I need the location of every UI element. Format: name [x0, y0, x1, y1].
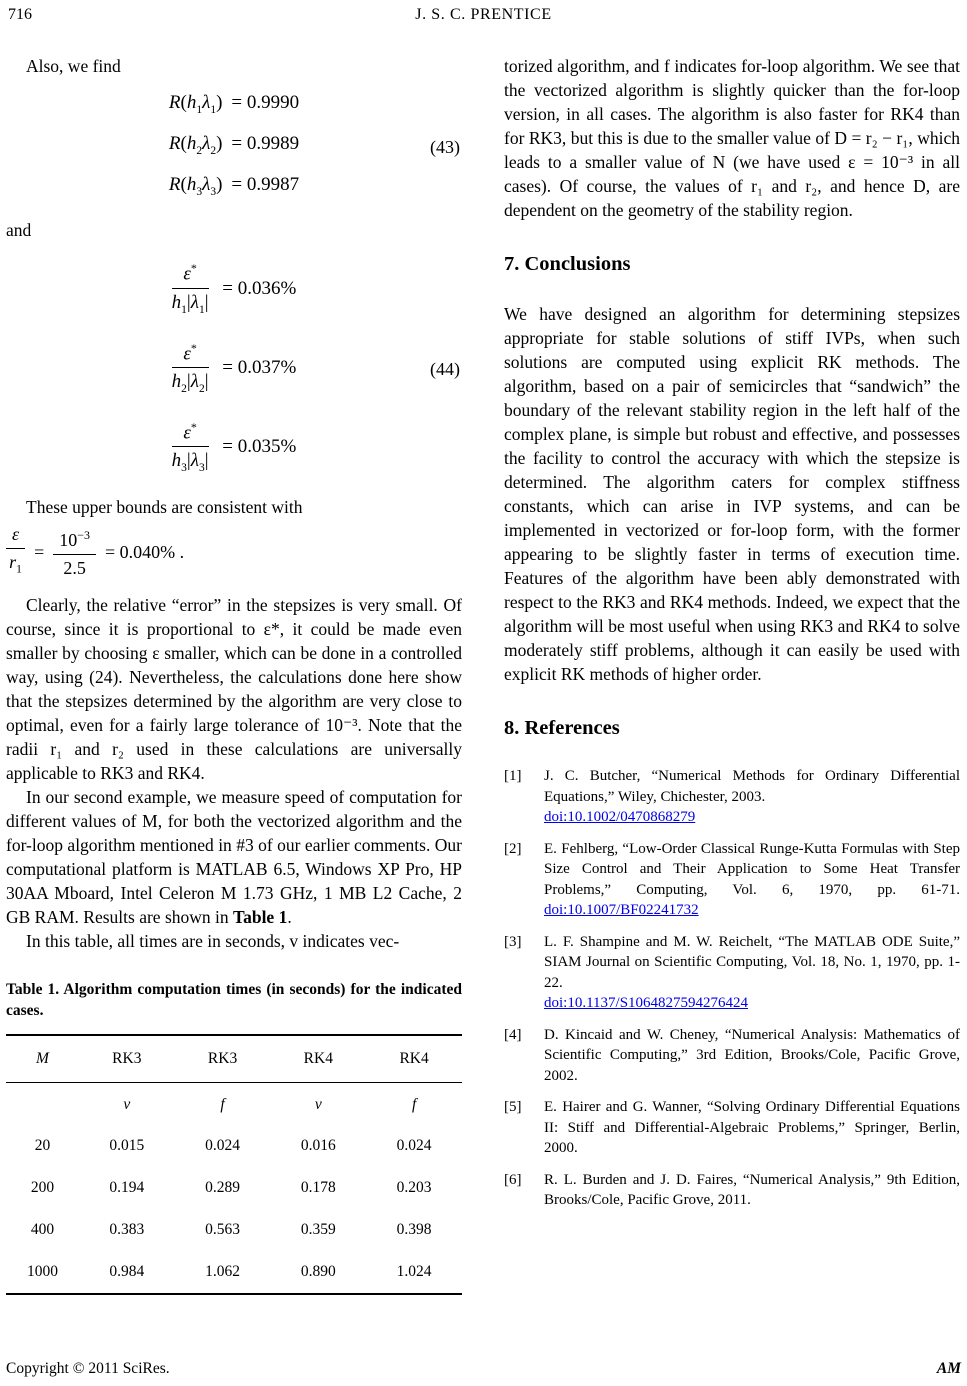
reference-label: [4] — [504, 1026, 522, 1043]
paragraph: In this table, all times are in seconds, v indicates vec- — [26, 931, 400, 952]
paren: ) — [216, 132, 223, 154]
column-header: RK4 — [366, 1035, 462, 1083]
math-var: ε — [183, 421, 191, 443]
table-cell: 0.984 — [109, 1263, 145, 1281]
doi-link[interactable]: doi:10.1137/S1064827594276424 — [544, 995, 749, 1011]
reference-item — [504, 766, 960, 828]
table-cell: 1.024 — [396, 1263, 432, 1281]
equation-row — [6, 127, 462, 168]
reference-citation: E. Hairer and G. Wanner, “Solving Ordinary Differential Equations II: Stiff and Differential-Algebraic Problems,” Springer, Berlin, 2000. — [544, 1099, 960, 1156]
abs-bar: | — [186, 449, 191, 471]
abs-bar: | — [204, 370, 209, 392]
equation-row — [6, 86, 462, 127]
column-header: RK3 — [79, 1035, 175, 1083]
reference-text — [544, 1170, 960, 1211]
math-sub: 2 — [198, 382, 205, 395]
math-var: λ — [190, 370, 199, 392]
reference-citation: D. Kincaid and W. Cheney, “Numerical Analysis: Mathematics of Scientific Computing,” 3rd Edition, Brooks/Cole, Pacific Grove, 2002. — [544, 1026, 960, 1084]
reference-citation: L. F. Shampine and M. W. Reichelt, “The MATLAB ODE Suite,” SIAM Journal on Scientific Computing, Vol. 18, No. 1, 1970, pp. 1-22. — [544, 933, 960, 991]
equation-44 — [6, 257, 462, 479]
table-cell: 1.062 — [205, 1263, 241, 1281]
math-sub: 1 — [196, 103, 203, 116]
fraction — [172, 257, 209, 321]
column-header: M — [6, 1035, 79, 1083]
column-header: RK4 — [270, 1035, 366, 1083]
table-cell: 0.194 — [109, 1179, 145, 1197]
table-cell: 0.383 — [109, 1221, 145, 1239]
paragraph: These upper bounds are consistent with — [26, 496, 303, 517]
math-var: r — [9, 551, 17, 572]
math-var: h — [171, 449, 182, 471]
math-sub: 2 — [181, 382, 187, 395]
equation-row — [6, 168, 462, 209]
paragraph: Clearly, the relative “error” in the stepsizes is very small. Of course, since it is proportional to ε*, it could be made even smaller by choosing ε smaller, which can be done in a controlled way, using (24). Nevertheless, the calculations done here show that the stepsizes determined by the algorithm are very close to optimal, even for a fairly large tolerance of 10⁻³. Note that the radii r₁ and r₂ used in these calculations are universally applicable to RK3 and RK4. — [6, 595, 462, 784]
column-subheader: v — [123, 1096, 131, 1114]
table-header-row — [6, 1035, 462, 1083]
reference-citation: R. L. Burden and J. D. Faires, “Numerical Analysis,” 9th Edition, Brooks/Cole, Pacific Grove, 2011. — [544, 1171, 960, 1208]
right-column — [504, 54, 960, 1295]
math-var: h — [171, 291, 182, 313]
table-cell: 0.015 — [109, 1137, 145, 1155]
table-row — [6, 1167, 462, 1209]
paragraph — [6, 785, 462, 929]
equation-value: = 0.036% — [222, 277, 297, 299]
table-reference: Table 1 — [233, 907, 288, 928]
math-var: h — [186, 173, 197, 195]
abs-bar: | — [204, 291, 209, 313]
column-subheader — [6, 1083, 79, 1126]
paren: ) — [216, 92, 223, 113]
math-sup: * — [190, 340, 197, 355]
math-sub: 2 — [210, 144, 217, 157]
section-heading-conclusions: 7. Conclusions — [504, 253, 631, 275]
reference-citation: E. Fehlberg, “Low-Order Classical Runge-Kutta Formulas with Step Size Control and Their Application to Some Heat Transfer Problems,” Computing, Vol. 6, 1970, pp. 61-71. — [544, 840, 960, 898]
math-func: R — [168, 173, 181, 195]
table-cell: 1000 — [26, 1263, 58, 1281]
two-column-body — [6, 54, 961, 1295]
equation-43 — [6, 86, 462, 208]
reference-text — [544, 766, 960, 828]
equals-sign: = — [34, 542, 45, 563]
paren: ( — [180, 173, 187, 195]
reference-item — [504, 1025, 960, 1087]
equation-value: = 0.037% — [222, 356, 297, 378]
reference-citation: J. C. Butcher, “Numerical Methods for Ordinary Differential Equations,” Wiley, Chichester, 2003. — [544, 768, 960, 805]
table-cell: 0.359 — [300, 1221, 336, 1239]
table-cell: 400 — [30, 1221, 55, 1239]
table-row — [6, 1125, 462, 1167]
reference-text — [544, 1025, 960, 1087]
equation-row — [6, 337, 462, 401]
doi-link[interactable]: doi:10.1002/0470868279 — [544, 809, 696, 825]
math-sub: 1 — [210, 103, 217, 116]
equation-number: (44) — [430, 358, 460, 379]
math-sup: * — [190, 261, 197, 276]
table-subheader-row — [6, 1083, 462, 1126]
fraction — [53, 524, 96, 580]
paren: ( — [180, 132, 187, 154]
paragraph: We have designed an algorithm for determining stepsizes appropriate for stable solutions of stiff IVPs, when such solutions are computed using explicit RK methods. The algorithm, based on a pair of semicircles that “sandwich” the boundary of the relevant stability region in the left half of the complex plane, is simple but robust and effective, and possesses the facility to control the accuracy with which the stepsize is determined. The algorithm caters for complex stiffness constants, which can arise in IVP systems, and can be implemented in vectorized or for-loop form, with the former appearing to be slightly faster in terms of execution time. Features of the algorithm have been ably demonstrated with respect to the RK3 and RK4 methods. Indeed, we expect that the algorithm will be most useful when using RK3 and RK4 to solve moderately stiff problems, although it can easily be used with explicit RK methods of higher order. — [504, 304, 960, 684]
page-number: 716 — [8, 6, 32, 23]
fraction — [172, 337, 209, 401]
table-cell: 0.289 — [205, 1179, 241, 1197]
table-cell: 0.398 — [396, 1221, 432, 1239]
math-var: λ — [202, 92, 211, 113]
paren: ) — [216, 173, 223, 195]
reference-list — [504, 766, 960, 1211]
reference-text — [544, 839, 960, 921]
inline-equation — [6, 523, 462, 582]
math-var: λ — [202, 173, 211, 195]
column-subheader: f — [220, 1096, 225, 1114]
paragraph-text: In our second example, we measure speed of computation for different values of M, for both the vectorized algorithm and the for-loop algorithm mentioned in #3 of our earlier comments. Our computational platform is MATLAB 6.5, Windows XP Pro, HP 30AA Mboard, Intel Celeron M 1.73 GHz, 1 MB L2 Cache, 2 GB RAM. Results are shown in — [6, 787, 462, 928]
abs-bar: | — [204, 449, 209, 471]
reference-label: [1] — [504, 768, 522, 784]
equation-number: (43) — [430, 137, 460, 158]
equation-row — [6, 416, 462, 480]
math-num: 10 — [59, 530, 78, 551]
equation-value: = 0.9989 — [231, 132, 300, 154]
math-var: h — [186, 92, 197, 113]
math-var: ε — [183, 263, 191, 285]
reference-text — [544, 932, 960, 1014]
fraction — [172, 416, 209, 480]
paragraph-text: . — [287, 907, 292, 928]
table-cell: 0.890 — [300, 1263, 336, 1281]
math-sub: 3 — [210, 185, 217, 198]
table-cell: 0.203 — [396, 1179, 432, 1197]
journal-abbreviation: AM — [936, 1360, 961, 1377]
table-cell: 20 — [34, 1137, 51, 1155]
reference-label: [3] — [504, 933, 522, 950]
table-cell: 0.024 — [396, 1137, 432, 1155]
math-var: ε — [12, 523, 20, 544]
page-header — [6, 6, 961, 30]
copyright-notice: Copyright © 2011 SciRes. — [6, 1360, 170, 1377]
equation-value: = 0.035% — [222, 436, 297, 458]
math-sub: 2 — [196, 144, 203, 157]
table-cell: 0.016 — [300, 1137, 336, 1155]
reference-item — [504, 932, 960, 1014]
math-sup: * — [190, 419, 197, 434]
equation-value: = 0.040% . — [105, 542, 185, 563]
table-cell: 200 — [30, 1179, 55, 1197]
reference-label: [5] — [504, 1099, 522, 1115]
math-sup: −3 — [77, 528, 91, 543]
math-var: λ — [190, 449, 199, 471]
math-var: h — [171, 370, 182, 392]
math-sub: 3 — [196, 185, 203, 198]
equation-row — [6, 257, 462, 321]
equation-value: = 0.9990 — [231, 92, 300, 113]
reference-label: [2] — [504, 840, 522, 857]
table-cell: 0.563 — [205, 1221, 241, 1239]
column-header: RK3 — [175, 1035, 271, 1083]
left-column — [6, 54, 462, 1295]
abs-bar: | — [186, 291, 191, 313]
fraction — [6, 523, 25, 582]
math-sub: 3 — [181, 461, 187, 474]
math-var: λ — [190, 291, 199, 313]
reference-label: [6] — [504, 1171, 522, 1188]
paragraph: Also, we find — [26, 56, 121, 76]
table-caption: Table 1. Algorithm computation times (in seconds) for the indicated cases. — [6, 981, 462, 1020]
abs-bar: | — [186, 370, 191, 392]
paragraph: torized algorithm, and f indicates for-loop algorithm. We see that the vectorized algorithm is slightly quicker than the for-loop version, in all cases. The algorithm is also faster for RK4 than for RK3, but this is due to the smaller value of D = r₂ − r₁, which leads to a smaller value of N (we have used ε = 10⁻³ in all cases). Of course, the values of r₁ and r₂, and hence D, are dependent on the geometry of the stability region. — [504, 56, 960, 220]
math-var: h — [186, 132, 197, 154]
math-num: 2.5 — [63, 558, 86, 579]
section-heading-references: 8. References — [504, 717, 620, 739]
reference-text — [544, 1097, 960, 1159]
math-var: ε — [183, 342, 191, 364]
page-footer — [6, 1360, 961, 1378]
math-sub: 3 — [198, 461, 205, 474]
table-cell: 0.178 — [300, 1179, 336, 1197]
doi-link[interactable]: doi:10.1007/BF02241732 — [544, 902, 699, 918]
table-cell: 0.024 — [205, 1137, 241, 1155]
math-func: R — [168, 132, 181, 154]
paren: ( — [180, 92, 187, 113]
table-1 — [6, 1034, 462, 1295]
math-sub: 1 — [181, 303, 187, 316]
reference-item — [504, 1170, 960, 1211]
table-row — [6, 1251, 462, 1294]
reference-item — [504, 839, 960, 921]
math-sub: 1 — [16, 563, 22, 576]
running-head: J. S. C. PRENTICE — [415, 6, 552, 23]
math-var: λ — [202, 132, 211, 154]
paragraph: and — [6, 220, 32, 241]
math-func: R — [168, 92, 181, 113]
math-sub: 1 — [198, 303, 205, 316]
table-row — [6, 1209, 462, 1251]
column-subheader: f — [411, 1096, 417, 1114]
column-subheader: v — [314, 1096, 322, 1114]
reference-item — [504, 1097, 960, 1159]
equation-value: = 0.9987 — [231, 173, 300, 195]
